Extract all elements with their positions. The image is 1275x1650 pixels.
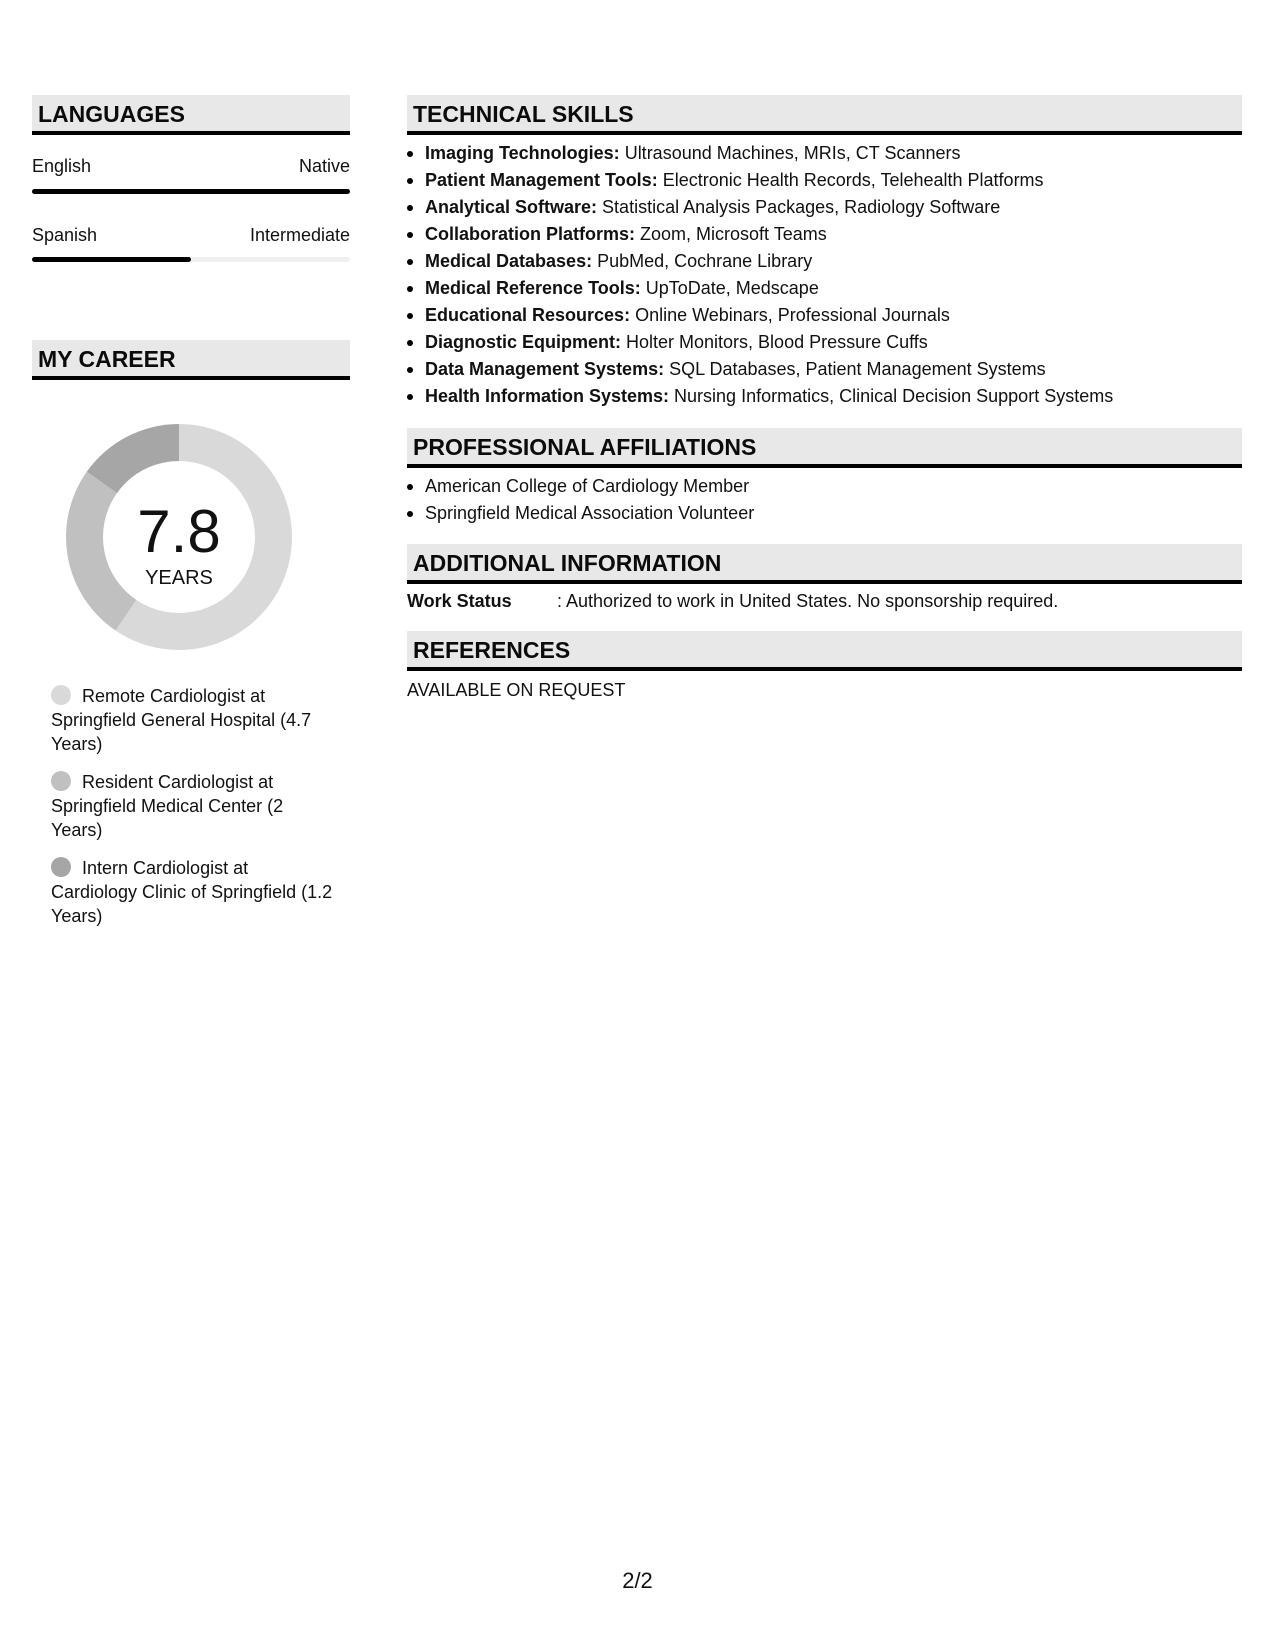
references-heading: REFERENCES xyxy=(407,631,1242,671)
skill-item xyxy=(407,302,1113,329)
references-text: AVAILABLE ON REQUEST xyxy=(407,680,626,700)
skill-value: Holter Monitors, Blood Pressure Cuffs xyxy=(621,332,928,352)
work-status-label: Work Status xyxy=(407,591,512,611)
skill-item xyxy=(407,275,1113,302)
skill-label: Diagnostic Equipment: xyxy=(425,332,622,352)
affiliations-heading: PROFESSIONAL AFFILIATIONS xyxy=(407,428,1242,468)
skill-value: Online Webinars, Professional Journals xyxy=(630,305,950,325)
skill-item xyxy=(407,356,1113,383)
skill-label: Collaboration Platforms: xyxy=(425,224,636,244)
skill-label: Imaging Technologies: xyxy=(425,143,620,163)
career-heading: MY CAREER xyxy=(32,340,350,380)
work-status-value: : Authorized to work in United States. No sponsorship required. xyxy=(557,591,1059,611)
skill-value: Electronic Health Records, Telehealth Platforms xyxy=(657,170,1044,190)
skill-value: Statistical Analysis Packages, Radiology Software xyxy=(597,197,1001,217)
skill-value: Ultrasound Machines, MRIs, CT Scanners xyxy=(619,143,961,163)
skill-item xyxy=(407,329,1113,356)
technical-skills-heading: TECHNICAL SKILLS xyxy=(407,95,1242,135)
skill-value: UpToDate, Medscape xyxy=(640,278,819,298)
career-item-text: Resident Cardiologist at Springfield Medical Center (2 Years) xyxy=(51,772,284,840)
skill-item xyxy=(407,194,1113,221)
skill-label: Health Information Systems: xyxy=(425,386,670,406)
career-item-text: Remote Cardiologist at Springfield General Hospital (4.7 Years) xyxy=(51,686,312,754)
language-row-spanish xyxy=(32,225,350,246)
career-legend-item xyxy=(51,856,336,928)
skill-label: Data Management Systems: xyxy=(425,359,665,379)
language-level: Native xyxy=(298,156,350,176)
technical-skills-list xyxy=(407,140,1113,410)
career-legend-item xyxy=(51,770,336,842)
legend-dot xyxy=(51,771,71,791)
skill-label: Medical Reference Tools: xyxy=(425,278,641,298)
language-row-english xyxy=(32,156,350,177)
skill-value: Zoom, Microsoft Teams xyxy=(635,224,827,244)
language-bar-fill xyxy=(32,257,191,262)
skill-label: Patient Management Tools: xyxy=(425,170,658,190)
language-name: English xyxy=(32,156,92,176)
affiliations-list xyxy=(407,473,754,527)
skill-label: Educational Resources: xyxy=(425,305,631,325)
affiliation-item: Springfield Medical Association Volunteer xyxy=(407,500,754,527)
career-total-unit: YEARS xyxy=(145,567,213,589)
skill-label: Analytical Software: xyxy=(425,197,598,217)
skill-item xyxy=(407,140,1113,167)
career-legend-item xyxy=(51,684,336,756)
additional-info-heading: ADDITIONAL INFORMATION xyxy=(407,544,1242,584)
language-bar-spanish xyxy=(32,257,350,262)
career-item-text: Intern Cardiologist at Cardiology Clinic of Springfield (1.2 Years) xyxy=(51,858,333,926)
languages-heading: LANGUAGES xyxy=(32,95,350,135)
skill-item xyxy=(407,167,1113,194)
legend-dot xyxy=(51,857,71,877)
skill-item xyxy=(407,248,1113,275)
affiliation-item: American College of Cardiology Member xyxy=(407,473,754,500)
language-bar-fill xyxy=(32,189,350,194)
skill-value: Nursing Informatics, Clinical Decision Support Systems xyxy=(669,386,1114,406)
skill-label: Medical Databases: xyxy=(425,251,593,271)
language-name: Spanish xyxy=(32,225,98,245)
work-status-row xyxy=(407,591,1058,612)
skill-item xyxy=(407,383,1113,410)
career-donut-chart xyxy=(66,424,292,650)
language-bar-english xyxy=(32,189,350,194)
legend-dot xyxy=(51,685,71,705)
skill-value: PubMed, Cochrane Library xyxy=(592,251,813,271)
skill-value: SQL Databases, Patient Management Systems xyxy=(664,359,1046,379)
language-level: Intermediate xyxy=(249,225,350,245)
career-total-value: 7.8 xyxy=(137,498,221,565)
skill-item xyxy=(407,221,1113,248)
page-number: 2/2 xyxy=(622,1568,653,1593)
